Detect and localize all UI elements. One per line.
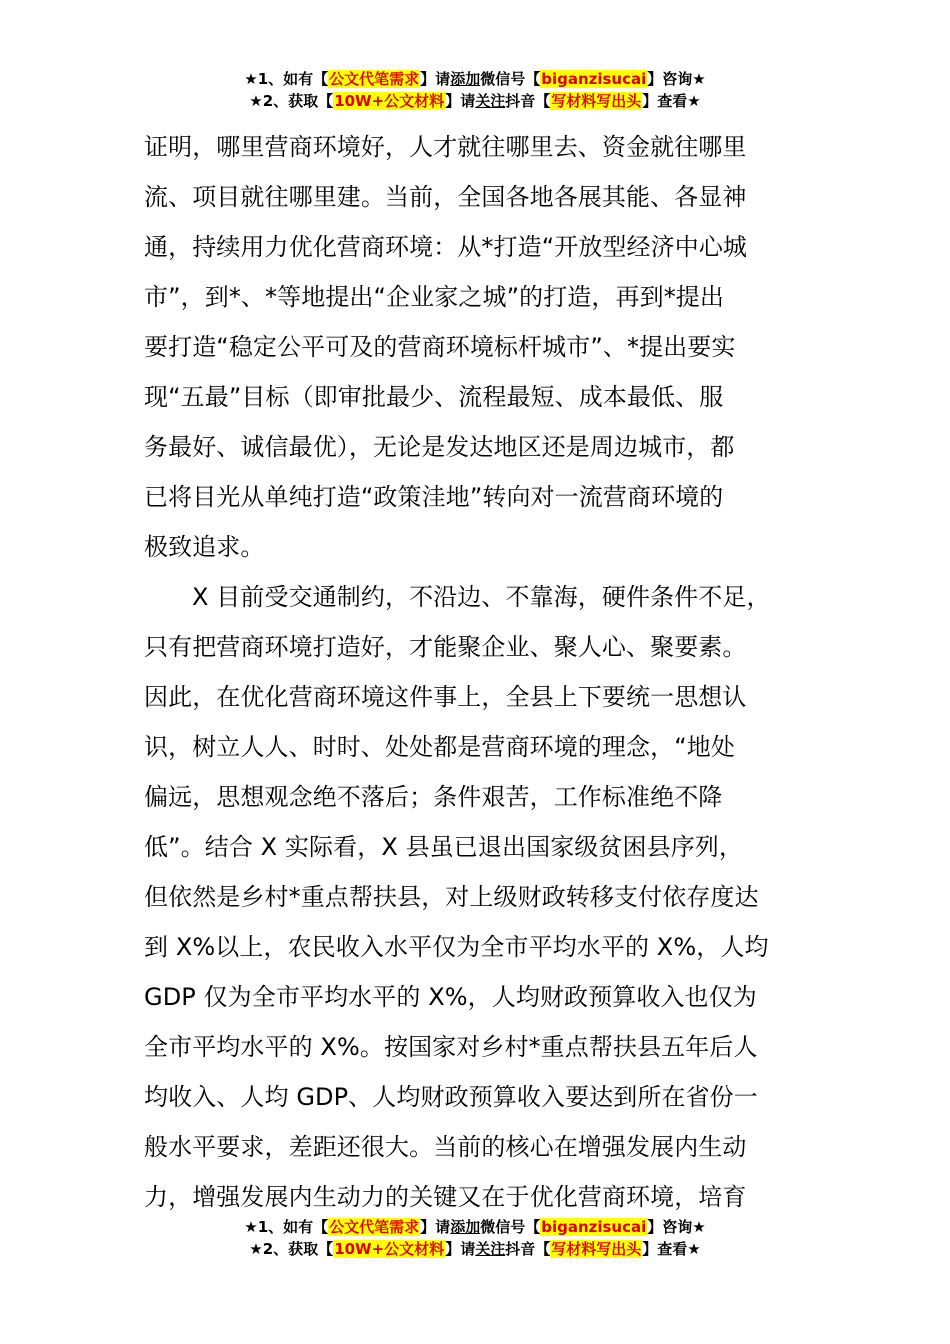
- text-line: 因此，在优化营商环境这件事上，全县上下要统一思想认: [144, 683, 747, 711]
- text-line: 通，持续用力优化营商环境：从*打造“开放型经济中心城: [144, 233, 748, 261]
- highlight-wechat-id: biganzisucai: [541, 70, 647, 88]
- underlined-word: 添加: [450, 70, 481, 88]
- text-line: 要打造“稳定公平可及的营商环境标杆城市”、*提出要实: [144, 333, 736, 361]
- text-line: GDP 仅为全市平均水平的 X%，人均财政预算收入也仅为: [144, 983, 757, 1011]
- text-line: 现“五最”目标（即审批最少、流程最短、成本最低、服: [144, 383, 724, 411]
- paragraph-1: [144, 122, 809, 572]
- text-line: 市”，到*、*等地提出“企业家之城”的打造，再到*提出: [144, 283, 724, 311]
- text-line: 但依然是乡村*重点帮扶县，对上级财政转移支付依存度达: [144, 883, 759, 911]
- banner-text: ★2、获取【: [249, 92, 334, 110]
- highlight-service: 公文代笔需求: [329, 1218, 420, 1236]
- banner-text: 】请: [420, 1218, 451, 1236]
- banner-line-1: [0, 68, 950, 90]
- text-line: 到 X%以上，农民收入水平仅为全市平均水平的 X%，人均: [144, 933, 769, 961]
- highlight-wechat-id: biganzisucai: [541, 1218, 647, 1236]
- banner-text: 】咨询★: [647, 1218, 706, 1236]
- banner-text: 】请: [420, 70, 451, 88]
- text-line: 流、项目就往哪里建。当前，全国各地各展其能、各显神: [144, 183, 747, 211]
- text-line: 证明，哪里营商环境好，人才就往哪里去、资金就往哪里: [144, 133, 747, 161]
- banner-text: 】请: [445, 1240, 476, 1258]
- text-line: 低”。结合 X 实际看，X 县虽已退出国家级贫困县序列，: [144, 833, 744, 861]
- highlight-douyin: 写材料写出头: [551, 1240, 642, 1258]
- banner-text: 】咨询★: [647, 70, 706, 88]
- text-line: 力，增强发展内生动力的关键又在于优化营商环境，培育: [144, 1183, 747, 1211]
- banner-text: 抖音【: [505, 1240, 551, 1258]
- highlight-douyin: 写材料写出头: [551, 92, 642, 110]
- underlined-word: 关注: [475, 92, 506, 110]
- text-line: 偏远，思想观念绝不落后；条件艰苦，工作标准绝不降: [144, 783, 723, 811]
- highlight-materials: 10W+公文材料: [334, 1240, 445, 1258]
- text-line: 已将目光从单纯打造“政策洼地”转向对一流营商环境的: [144, 483, 724, 511]
- text-line: 务最好、诚信最优），无论是发达地区还是周边城市，都: [144, 433, 735, 461]
- banner-line-1: [0, 1216, 950, 1238]
- banner-line-2: [0, 90, 950, 112]
- header-banner: [0, 68, 950, 112]
- text-line: 均收入、人均 GDP、人均财政预算收入要达到所在省份一: [144, 1083, 758, 1111]
- document-body: [144, 122, 809, 1222]
- footer-banner: [0, 1216, 950, 1260]
- text-line: 极致追求。: [144, 533, 265, 561]
- text-line: X 目前受交通制约，不沿边、不靠海，硬件条件不足，: [192, 583, 771, 611]
- banner-text: 抖音【: [505, 92, 551, 110]
- paragraph-2: [144, 572, 809, 1222]
- banner-text: ★2、获取【: [249, 1240, 334, 1258]
- text-line: 识，树立人人、时时、处处都是营商环境的理念，“地处: [144, 733, 735, 761]
- text-line: 只有把营商环境打造好，才能聚企业、聚人心、聚要素。: [144, 633, 747, 661]
- underlined-word: 关注: [475, 1240, 506, 1258]
- banner-line-2: [0, 1238, 950, 1260]
- banner-text: 】请: [445, 92, 476, 110]
- highlight-materials: 10W+公文材料: [334, 92, 445, 110]
- underlined-word: 添加: [450, 1218, 481, 1236]
- banner-text: ★1、如有【: [244, 70, 329, 88]
- highlight-service: 公文代笔需求: [329, 70, 420, 88]
- banner-text: 微信号【: [480, 70, 541, 88]
- banner-text: ★1、如有【: [244, 1218, 329, 1236]
- banner-text: 微信号【: [480, 1218, 541, 1236]
- banner-text: 】查看★: [642, 1240, 701, 1258]
- text-line: 全市平均水平的 X%。按国家对乡村*重点帮扶县五年后人: [144, 1033, 758, 1061]
- banner-text: 】查看★: [642, 92, 701, 110]
- text-line: 般水平要求，差距还很大。当前的核心在增强发展内生动: [144, 1133, 747, 1161]
